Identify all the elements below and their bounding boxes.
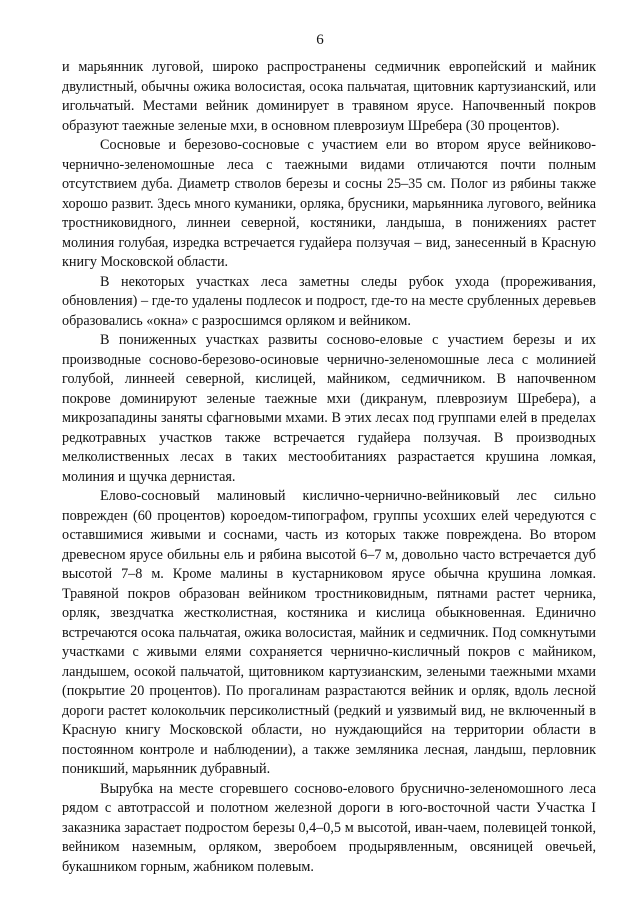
paragraph-5: Елово-сосновый малиновый кислично-чернично-вейниковый лес сильно поврежден (60 процентов) короедом-типографом, группы усохших елей чередуются с оставшимися живыми и соснами, часть из которых также повреждена. Во втором древесном ярусе обильны ель и рябина высотой 6–7 м, довольно часто встречается дуб высотой 7–8 м. Кроме малины в кустарниковом ярусе обычна крушина ломкая. Травяной покров образован вейником тростниковидным, пятнами растет черника, орляк, звездчатка жестколистная, костяника и кислица обыкновенная. Единично встречаются осока пальчатая, ожика волосистая, майник и седмичник. Под сомкнутыми участками с живыми елями сохраняется чернично-кисличный покров с майником, ландышем, осокой пальчатой, щитовником картузианским, зелеными таежными мхами (покрытие 20 процентов). По прогалинам разрастаются вейник и орляк, вдоль лесной дороги растет колокольчик персиколистный (редкий и уязвимый вид, не включенный в Красную книгу Московской области, но нуждающийся на территории области в постоянном контроле и наблюдении), а также земляника лесная, ландыш, перловник поникший, марьянник дубравный.	[62, 488, 596, 777]
paragraph-3: В некоторых участках леса заметны следы рубок ухода (прореживания, обновления) – где-то удалены подлесок и подрост, где-то на месте срубленных деревьев образовались «окна» с разросшимся орляком и вейником.	[62, 273, 596, 329]
document-body	[62, 58, 596, 877]
paragraph-2: Сосновые и березово-сосновые с участием ели во втором ярусе вейниково-чернично-зеленомошные леса с таежными видами отличаются почти полным отсутствием дуба. Диаметр стволов березы и сосны 25–35 см. Полог из рябины также хорошо развит. Здесь много куманики, орляка, брусники, марьянника лугового, вейника тростниковидного, линнеи северной, костяники, ландыша, в понижениях растет молиния голубая, изредка встречается гудайера ползучая – вид, занесенный в Красную книгу Московской области.	[62, 137, 596, 270]
paragraph-6: Вырубка на месте сгоревшего сосново-елового бруснично-зеленомошного леса рядом с автотрассой и полотном железной дороги в юго-восточной части Участка I заказника зарастает подростом березы 0,4–0,5 м высотой, иван-чаем, полевицей тонкой, вейником наземным, орляком, зверобоем продырявленным, овсяницей овечьей, букашником горным, жабником полевым.	[62, 780, 596, 875]
page-number: 6	[316, 32, 324, 48]
paragraph-1: и марьянник луговой, широко распространены седмичник европейский и майник двулистный, обычны ожика волосистая, осока пальчатая, щитовник картузианский, или игольчатый. Местами вейник доминирует в травяном ярусе. Напочвенный покров образуют таежные зеленые мхи, в основном плеврозиум Шребера (30 процентов).	[62, 59, 596, 134]
paragraph-4: В пониженных участках развиты сосново-еловые с участием березы и их производные сосново-березово-осиновые чернично-зеленомошные леса с молинией голубой, линнеей северной, кислицей, майником, седмичником. В напочвенном покрове доминируют зеленые таежные мхи (дикранум, плеврозиум Шребера), а микрозападины заняты сфагновыми мхами. В этих лесах под группами елей в пределах редкотравных участков также встречается гудайера ползучая. В производных мелколиственных лесах в таких местообитаниях разрастается крушина ломкая, молиния и щучка дернистая.	[62, 332, 596, 485]
